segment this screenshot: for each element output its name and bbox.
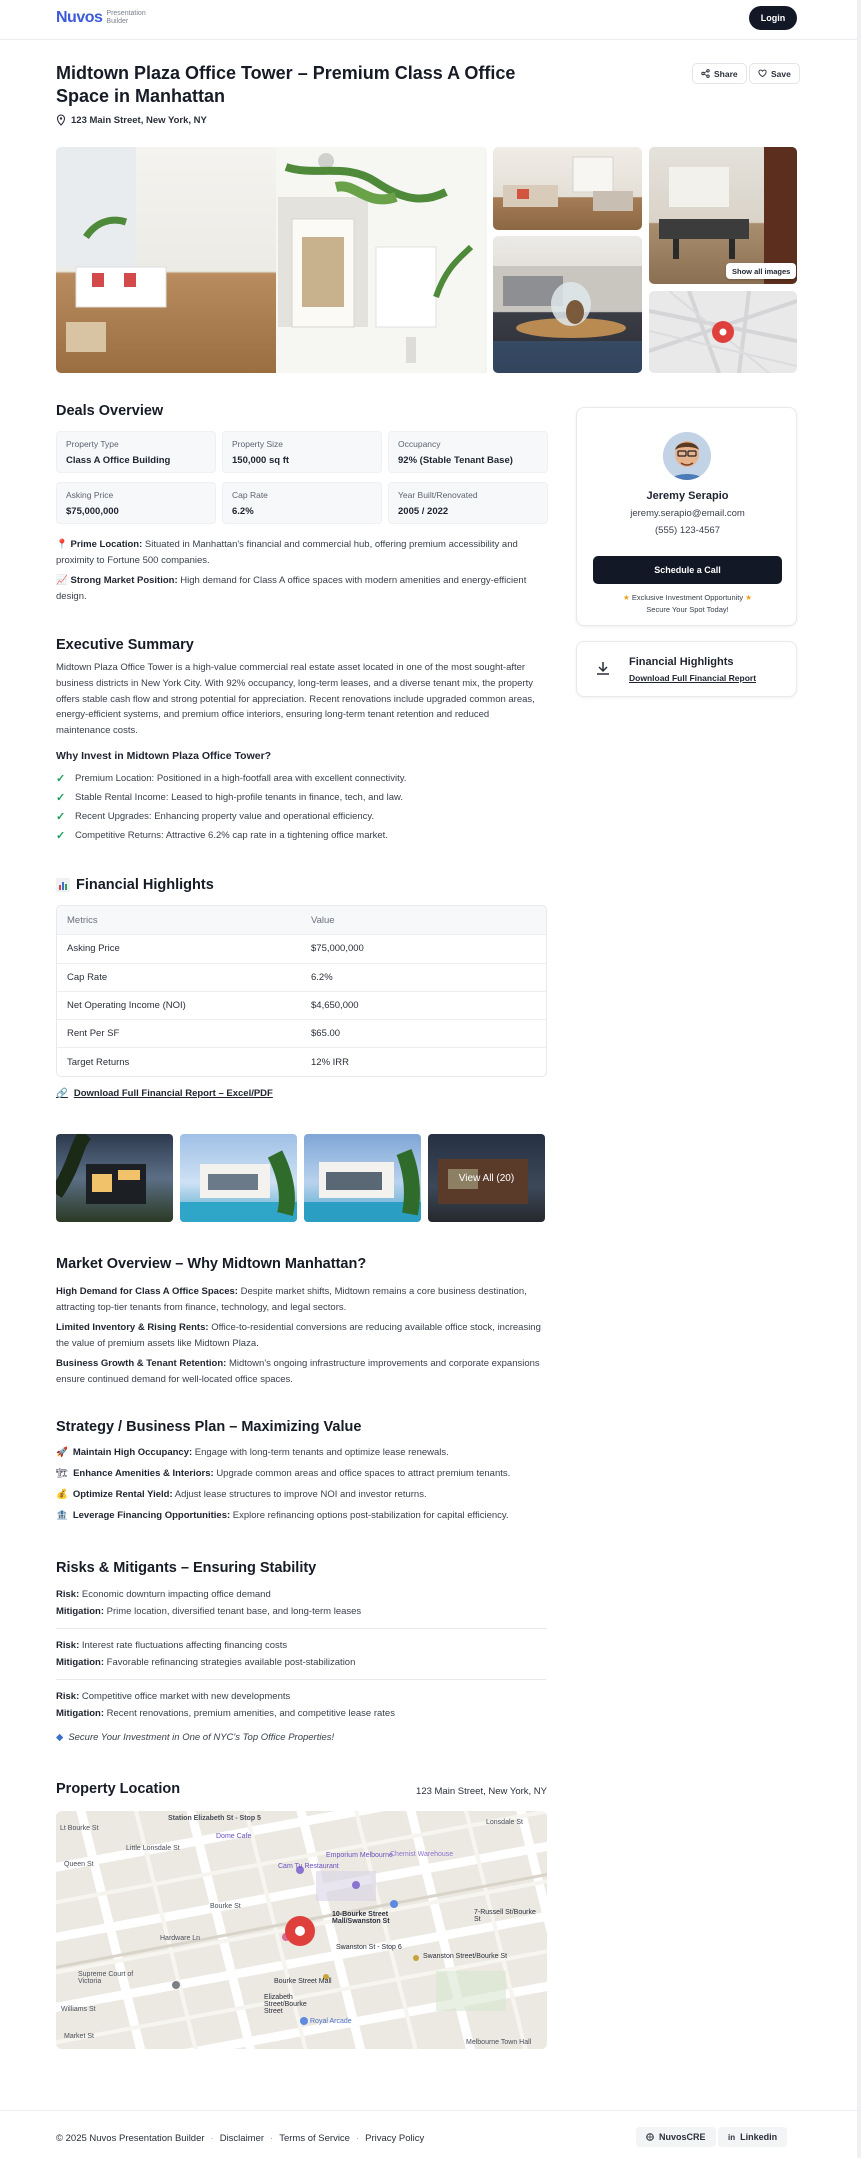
listing-title: Midtown Plaza Office Tower – Premium Class A Office Space in Manhattan (56, 63, 516, 106)
why-invest-heading: Why Invest in Midtown Plaza Office Tower? (56, 750, 272, 762)
cell-value: 92% (Stable Tenant Base) (398, 455, 513, 466)
map-label: Little Lonsdale St (126, 1845, 180, 1852)
strong-text: High demand for Class A office spaces with modern amenities and energy-efficient design. (56, 575, 527, 602)
header-metrics: Metrics (67, 914, 98, 926)
share-icon (701, 69, 710, 78)
coffee-table-image (493, 236, 642, 373)
sofa-room-image (493, 147, 642, 230)
map-label: Hardware Ln (160, 1935, 201, 1942)
map-label: Bourke St (210, 1903, 241, 1910)
strategy-heading: Strategy / Business Plan – Maximizing Value (56, 1419, 362, 1435)
cell-label: Cap Rate (232, 490, 268, 500)
financial-highlights-card[interactable] (576, 641, 797, 697)
row-value: $4,650,000 (311, 1000, 359, 1012)
map-label: Swanston Street/Bourke St (423, 1953, 508, 1960)
strategy-item (56, 1510, 509, 1521)
map-label: Swanston St - Stop 6 (336, 1944, 402, 1951)
fincard-title: Financial Highlights (629, 656, 734, 668)
photo-thumb-2[interactable] (493, 147, 642, 230)
market-item-label: Business Growth & Tenant Retention: (56, 1358, 227, 1369)
table-row (57, 1019, 546, 1047)
map-thumbnail[interactable] (649, 291, 797, 373)
why-invest-item (56, 810, 374, 823)
map-label: Lt Bourke St (60, 1825, 99, 1832)
mitigation-text: Favorable refinancing strategies available post-stabilization (106, 1657, 356, 1668)
terms-link[interactable]: Terms of Service (279, 2133, 350, 2144)
map-label: Dome Cafe (216, 1833, 252, 1840)
separator-dot: · (355, 2133, 360, 2144)
row-metric: Cap Rate (67, 971, 108, 983)
villa-pool-image (304, 1134, 421, 1222)
save-label: Save (771, 68, 791, 79)
risk-item (56, 1688, 546, 1722)
header-value: Value (311, 914, 335, 926)
strategy-item (56, 1447, 449, 1458)
risk-label: Risk: (56, 1691, 80, 1702)
gallery-thumb-3[interactable] (304, 1134, 421, 1222)
footer (0, 2110, 861, 2158)
schedule-call-button[interactable]: Schedule a Call (593, 556, 782, 584)
strategy-item-text: Explore refinancing options post-stabilization for capital efficiency. (232, 1510, 509, 1521)
mitigation-label: Mitigation: (56, 1606, 105, 1617)
bar-chart-icon (56, 878, 70, 892)
map-label: Chemist Warehouse (390, 1851, 454, 1858)
row-metric: Rent Per SF (67, 1028, 120, 1040)
chart-emoji-icon: 📈 (56, 575, 68, 586)
table-row (57, 934, 546, 962)
mitigation-text: Prime location, diversified tenant base, and long-term leases (106, 1606, 362, 1617)
mitigation-label: Mitigation: (56, 1657, 105, 1668)
globe-icon (646, 2133, 654, 2141)
strategy-item (56, 1489, 427, 1500)
deal-cell-occupancy (388, 431, 548, 473)
address-text: 123 Main Street, New York, NY (71, 114, 207, 126)
share-button[interactable] (692, 63, 747, 84)
why-invest-item (56, 791, 403, 804)
agent-phone[interactable]: (555) 123-4567 (655, 525, 720, 536)
deal-cell-cap-rate (222, 482, 382, 524)
market-item-text: Midtown's ongoing infrastructure improvements and corporate expansions ensure continued demand for well-located office spaces. (56, 1358, 540, 1385)
market-item (56, 1356, 546, 1387)
main-photo[interactable] (56, 147, 487, 373)
gallery-thumb-2[interactable] (180, 1134, 297, 1222)
cell-label: Property Type (66, 439, 119, 449)
download-excel-pdf-link[interactable] (56, 1088, 273, 1099)
gallery-thumb-1[interactable] (56, 1134, 173, 1222)
nuvoscre-social-button[interactable] (636, 2127, 716, 2147)
table-row (57, 1047, 546, 1075)
cell-value: 2005 / 2022 (398, 506, 449, 517)
market-position-note (56, 573, 546, 604)
disclaimer-link[interactable]: Disclaimer (219, 2133, 265, 2144)
location-address: 123 Main Street, New York, NY (416, 1786, 547, 1797)
star-icon: ★ (745, 593, 752, 602)
row-metric: Asking Price (67, 943, 120, 955)
gallery-thumb-4[interactable] (428, 1134, 545, 1222)
link-icon: 🔗 (56, 1088, 68, 1099)
photo-thumb-3[interactable] (493, 236, 642, 373)
deals-overview-heading: Deals Overview (56, 403, 164, 419)
market-overview-heading: Market Overview – Why Midtown Manhattan? (56, 1256, 367, 1272)
financial-highlights-title: Financial Highlights (76, 877, 214, 893)
cell-value: 6.2% (232, 506, 254, 517)
agent-avatar-image (663, 432, 711, 480)
bullet-text: Recent Upgrades: Enhancing property value and operational efficiency. (75, 811, 375, 822)
mitigation-text: Recent renovations, premium amenities, and competitive lease rates (106, 1708, 395, 1719)
share-label: Share (714, 68, 738, 79)
map-label: Supreme Court of Victoria (78, 1971, 134, 1985)
map-label: Melbourne Town Hall (466, 2039, 532, 2046)
logo-wordmark: Nuvos (56, 9, 103, 26)
social-label: NuvosCRE (659, 2132, 706, 2142)
map-label: Royal Arcade (310, 2018, 352, 2025)
check-icon: ✓ (56, 811, 66, 823)
map-label: 10-Bourke Street Mall/Swanston St (332, 1911, 390, 1925)
scrollbar-track[interactable] (857, 0, 861, 2158)
cell-label: Year Built/Renovated (398, 490, 478, 500)
privacy-link[interactable]: Privacy Policy (365, 2133, 425, 2144)
market-item (56, 1320, 546, 1351)
deal-cell-asking-price (56, 482, 216, 524)
login-button[interactable]: Login (749, 6, 797, 30)
map-label: Cam Tu Restaurant (278, 1863, 339, 1870)
risk-item (56, 1637, 546, 1671)
pin-emoji-icon: 📍 (56, 539, 68, 550)
map-label: Station Elizabeth St - Stop 5 (168, 1815, 261, 1822)
market-item-label: Limited Inventory & Rising Rents: (56, 1322, 209, 1333)
avatar (663, 432, 711, 480)
rocket-icon: 🚀 (56, 1447, 68, 1458)
brand-logo[interactable] (56, 9, 152, 27)
risks-heading: Risks & Mitigants – Ensuring Stability (56, 1560, 317, 1576)
table-row (57, 963, 546, 991)
risk-divider (56, 1679, 546, 1680)
cell-label: Occupancy (398, 439, 441, 449)
financial-table (56, 905, 547, 1077)
row-value: 12% IRR (311, 1056, 350, 1068)
star-icon: ★ (623, 593, 630, 602)
mitigation-label: Mitigation: (56, 1708, 105, 1719)
strategy-item-text: Engage with long-term tenants and optimize lease renewals. (194, 1447, 449, 1458)
risk-label: Risk: (56, 1640, 80, 1651)
heart-icon (758, 69, 767, 78)
property-location-heading: Property Location (56, 1781, 181, 1797)
market-item-label: High Demand for Class A Office Spaces: (56, 1286, 238, 1297)
financial-highlights-heading (56, 877, 214, 893)
diamond-icon: ◆ (56, 1732, 64, 1743)
cell-value: $75,000,000 (66, 506, 119, 517)
download-report-link[interactable]: Download Full Financial Report (629, 673, 757, 683)
agent-email[interactable]: jeremy.serapio@email.com (630, 508, 745, 519)
house-night-image (56, 1134, 173, 1222)
listing-address (56, 114, 207, 126)
prime-text: Situated in Manhattan's financial and commercial hub, offering premium accessibility and proximity to Fortune 500 companies. (56, 539, 518, 566)
location-pin-icon (56, 114, 66, 126)
exclusive-text: Exclusive Investment Opportunity (631, 593, 744, 602)
strategy-item-label: Enhance Amenities & Interiors: (73, 1468, 214, 1479)
deal-cell-property-type (56, 431, 216, 473)
table-header (57, 906, 546, 934)
exclusive-note (577, 592, 798, 616)
map-label: Queen St (64, 1861, 94, 1868)
row-metric: Target Returns (67, 1056, 130, 1068)
strategy-item-label: Maintain High Occupancy: (72, 1447, 193, 1458)
check-icon: ✓ (56, 792, 66, 804)
living-room-image (56, 147, 487, 373)
executive-summary-text: Midtown Plaza Office Tower is a high-value commercial real estate asset located in one of the most sought-after business districts in New York City. With 92% occupancy, long-term leases, and a diverse tenant mix, the property offers stable cash flow and strong potential for appreciation. Recent renovations include upgraded common areas, energy-efficient systems, and premium office interiors, ensuring long-term tenant retention and reduced maintenance costs. (56, 662, 535, 737)
linkedin-social-button[interactable] (718, 2127, 787, 2147)
show-all-images-button[interactable]: Show all images (726, 263, 796, 279)
map-label: Elizabeth Street/Bourke Street (264, 1994, 307, 2015)
villa-pool-image (180, 1134, 297, 1222)
prime-location-note (56, 537, 546, 568)
risk-text: Interest rate fluctuations affecting financing costs (81, 1640, 288, 1651)
prime-label: Prime Location: (70, 539, 143, 550)
top-navbar (0, 0, 861, 40)
download-link-text: Download Full Financial Report – Excel/PDF (73, 1088, 273, 1099)
strategy-item-label: Leverage Financing Opportunities: (72, 1510, 231, 1521)
map-thumb-image (649, 291, 797, 373)
logo-subtitle: Presentation Builder (106, 10, 146, 25)
table-row (57, 991, 546, 1019)
market-item (56, 1284, 546, 1315)
strategy-item-text: Upgrade common areas and office spaces to attract premium tenants. (216, 1468, 511, 1479)
row-metric: Net Operating Income (NOI) (67, 1000, 186, 1012)
footer-links (56, 2133, 424, 2144)
check-icon: ✓ (56, 830, 66, 842)
map-label: Lonsdale St (486, 1819, 523, 1826)
map-label: Bourke Street Mall (274, 1978, 332, 1985)
row-value: $75,000,000 (311, 943, 364, 955)
construction-icon: 🏗 (56, 1468, 69, 1479)
map-label: Market St (64, 2033, 94, 2040)
strategy-item-label: Optimize Rental Yield: (72, 1489, 173, 1500)
risk-text: Competitive office market with new developments (81, 1691, 291, 1702)
cell-label: Asking Price (66, 490, 114, 500)
risk-text: Economic downturn impacting office demand (81, 1589, 271, 1600)
row-value: $65.00 (311, 1028, 341, 1040)
secure-investment-text: Secure Your Investment in One of NYC's Top Office Properties! (68, 1732, 335, 1743)
agent-name: Jeremy Serapio (646, 490, 729, 502)
why-invest-item (56, 829, 388, 842)
why-invest-item (56, 772, 406, 785)
separator-dot: · (270, 2133, 274, 2144)
map-label: Emporium Melbourne (326, 1852, 393, 1859)
risk-divider (56, 1628, 546, 1629)
strategy-item-text: Adjust lease structures to improve NOI and investor returns. (174, 1489, 427, 1500)
download-icon (593, 659, 613, 679)
bullet-text: Premium Location: Positioned in a high-footfall area with excellent connectivity. (75, 773, 407, 784)
risk-label: Risk: (56, 1589, 80, 1600)
money-bag-icon: 💰 (56, 1489, 68, 1500)
secure-investment-note (56, 1732, 334, 1743)
cell-label: Property Size (232, 439, 284, 449)
bank-icon: 🏦 (56, 1510, 68, 1521)
row-value: 6.2% (311, 971, 333, 983)
social-label: Linkedin (740, 2132, 778, 2142)
property-map[interactable] (56, 1811, 547, 2049)
check-icon: ✓ (56, 773, 66, 785)
deal-cell-year-built (388, 482, 548, 524)
bullet-text: Competitive Returns: Attractive 6.2% cap rate in a tightening office market. (75, 830, 388, 841)
risk-item (56, 1586, 546, 1620)
secure-spot-text: Secure Your Spot Today! (646, 605, 729, 614)
executive-summary-heading: Executive Summary (56, 637, 194, 653)
strategy-item (56, 1468, 510, 1479)
linkedin-icon: in (728, 2132, 736, 2142)
map-label: Williams St (61, 2006, 96, 2013)
agent-card (576, 407, 797, 626)
strong-label: Strong Market Position: (70, 575, 178, 586)
market-item-text: Despite market shifts, Midtown remains a core business destination, attracting top-tier tenants from finance, technology, and legal sectors. (56, 1286, 527, 1313)
deal-cell-property-size (222, 431, 382, 473)
cell-value: Class A Office Building (66, 455, 171, 466)
save-button[interactable] (749, 63, 800, 84)
bullet-text: Stable Rental Income: Leased to high-profile tenants in finance, tech, and law. (75, 792, 403, 803)
map-label: 7-Russell St/Bourke St (474, 1909, 536, 1923)
market-item-text: Office-to-residential conversions are reducing available office stock, increasing the value of premium assets like Midtown Plaza. (56, 1322, 541, 1349)
separator-dot: · (210, 2133, 214, 2144)
copyright: © 2025 Nuvos Presentation Builder (56, 2133, 205, 2144)
cell-value: 150,000 sq ft (232, 455, 290, 466)
view-all-gallery-button[interactable]: View All (20) (428, 1134, 545, 1222)
